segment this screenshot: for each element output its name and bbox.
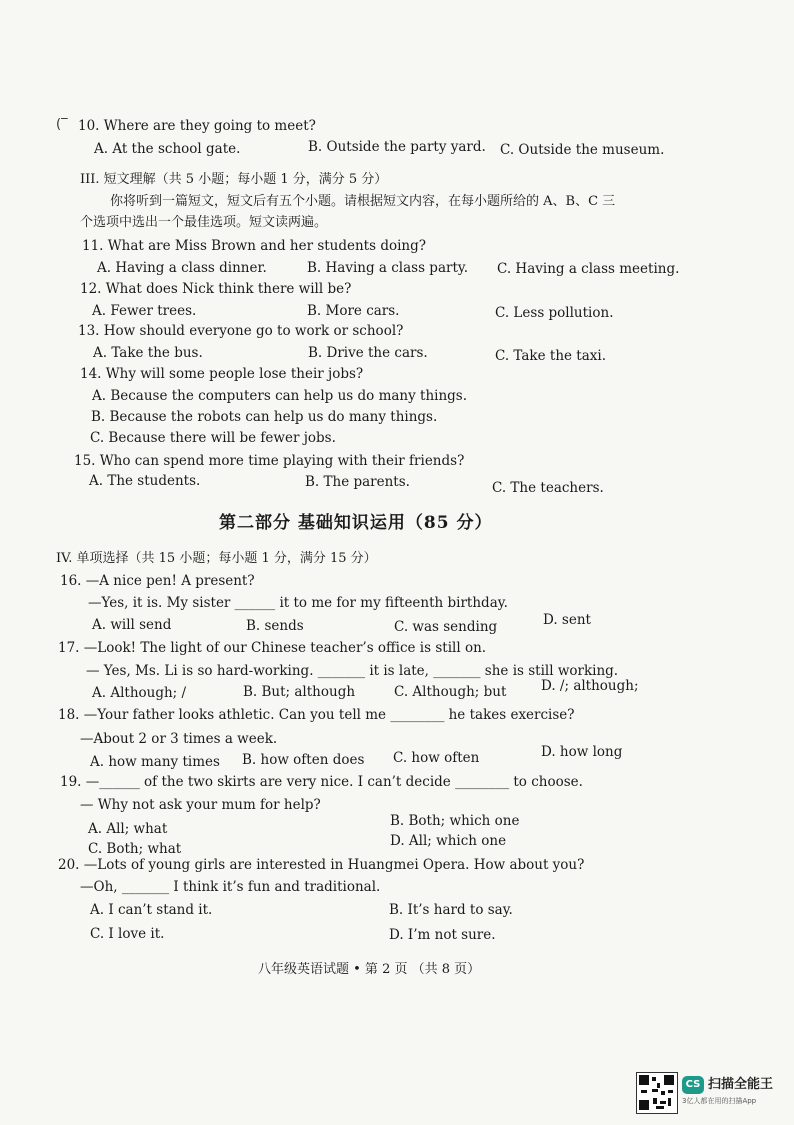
- q14-option-c: C. Because there will be fewer jobs.: [90, 430, 336, 446]
- q13-stem: 13. How should everyone go to work or school?: [78, 323, 404, 339]
- q16-option-a: A. will send: [92, 617, 172, 633]
- q12-stem: 12. What does Nick think there will be?: [80, 281, 352, 297]
- q20-option-d: D. I’m not sure.: [389, 927, 496, 943]
- q11-stem: 11. What are Miss Brown and her students doing?: [82, 238, 426, 254]
- q17-option-c: C. Although; but: [394, 684, 507, 700]
- q11-option-c: C. Having a class meeting.: [497, 261, 680, 277]
- section3-instruction-line1: 你将听到一篇短文，短文后有五个小题。请根据短文内容，在每小题所给的 A、B、C 三: [110, 194, 616, 209]
- q12-option-c: C. Less pollution.: [495, 305, 614, 321]
- q13-option-a: A. Take the bus.: [93, 345, 203, 361]
- q16-option-b: B. sends: [246, 618, 304, 634]
- q20-option-b: B. It’s hard to say.: [389, 902, 513, 918]
- q14-option-b: B. Because the robots can help us do many things.: [91, 409, 438, 425]
- q16-option-c: C. was sending: [394, 619, 498, 635]
- q18-option-b: B. how often does: [242, 752, 365, 768]
- q17-option-d: D. /; although;: [541, 678, 639, 694]
- qr-code-icon: [636, 1072, 678, 1114]
- q19-option-c: C. Both; what: [88, 841, 182, 857]
- section3-instruction-line2: 个选项中选出一个最佳选项。短文读两遍。: [80, 215, 328, 230]
- q18-option-d: D. how long: [541, 744, 623, 760]
- q12-option-a: A. Fewer trees.: [92, 303, 197, 319]
- q17-dialogue: — Yes, Ms. Li is so hard-working. _______ it is late, _______ she is still working.: [86, 663, 619, 679]
- q16-dialogue: —Yes, it is. My sister ______ it to me for my fifteenth birthday.: [88, 595, 508, 611]
- q19-option-b: B. Both; which one: [390, 813, 520, 829]
- q19-dialogue: — Why not ask your mum for help?: [80, 797, 321, 813]
- q18-dialogue: —About 2 or 3 times a week.: [80, 731, 278, 747]
- q11-option-a: A. Having a class dinner.: [97, 260, 267, 276]
- watermark-tagline: 3亿人都在用的扫描App: [682, 1097, 757, 1105]
- q20-stem: 20. —Lots of young girls are interested in Huangmei Opera. How about you?: [58, 857, 585, 873]
- q15-option-c: C. The teachers.: [492, 480, 604, 496]
- q15-option-a: A. The students.: [89, 473, 201, 489]
- q18-option-a: A. how many times: [90, 754, 220, 770]
- q16-option-d: D. sent: [543, 612, 591, 628]
- page-footer: 八年级英语试题 • 第 2 页 （共 8 页）: [258, 962, 481, 977]
- q15-stem: 15. Who can spend more time playing with their friends?: [74, 453, 465, 469]
- q16-stem: 16. —A nice pen! A present?: [60, 573, 255, 589]
- q10-stem: 10. Where are they going to meet?: [78, 118, 316, 134]
- q10-option-b: B. Outside the party yard.: [308, 139, 486, 155]
- q17-option-a: A. Although; /: [92, 685, 187, 701]
- camscanner-logo-icon: CS: [682, 1076, 704, 1094]
- q20-option-a: A. I can’t stand it.: [90, 902, 213, 918]
- section4-title: IV. 单项选择（共 15 小题；每小题 1 分，满分 15 分）: [56, 551, 377, 566]
- watermark-brand: 扫描全能王: [708, 1077, 774, 1092]
- q15-option-b: B. The parents.: [305, 474, 410, 490]
- part2-title: 第二部分 基础知识运用（85 分）: [219, 513, 493, 533]
- q10-option-c: C. Outside the museum.: [500, 142, 665, 158]
- q11-option-b: B. Having a class party.: [307, 260, 469, 276]
- q14-stem: 14. Why will some people lose their jobs?: [80, 366, 364, 382]
- q17-option-b: B. But; although: [243, 684, 356, 700]
- q18-stem: 18. —Your father looks athletic. Can you tell me ________ he takes exercise?: [58, 707, 575, 723]
- q20-option-c: C. I love it.: [90, 926, 165, 942]
- q10-option-a: A. At the school gate.: [94, 141, 241, 157]
- q20-dialogue: —Oh, _______ I think it’s fun and traditional.: [80, 879, 381, 895]
- q19-option-d: D. All; which one: [390, 833, 507, 849]
- q19-stem: 19. —______ of the two skirts are very nice. I can’t decide ________ to choose.: [60, 774, 583, 790]
- q14-option-a: A. Because the computers can help us do many things.: [92, 388, 468, 404]
- q19-option-a: A. All; what: [88, 821, 168, 837]
- pen-mark: (‾: [56, 117, 68, 132]
- q18-option-c: C. how often: [393, 750, 480, 766]
- q13-option-b: B. Drive the cars.: [308, 345, 428, 361]
- q17-stem: 17. —Look! The light of our Chinese teacher’s office is still on.: [58, 640, 487, 656]
- q13-option-c: C. Take the taxi.: [495, 348, 606, 364]
- section3-title: III. 短文理解（共 5 小题；每小题 1 分，满分 5 分）: [80, 172, 388, 187]
- q12-option-b: B. More cars.: [307, 303, 400, 319]
